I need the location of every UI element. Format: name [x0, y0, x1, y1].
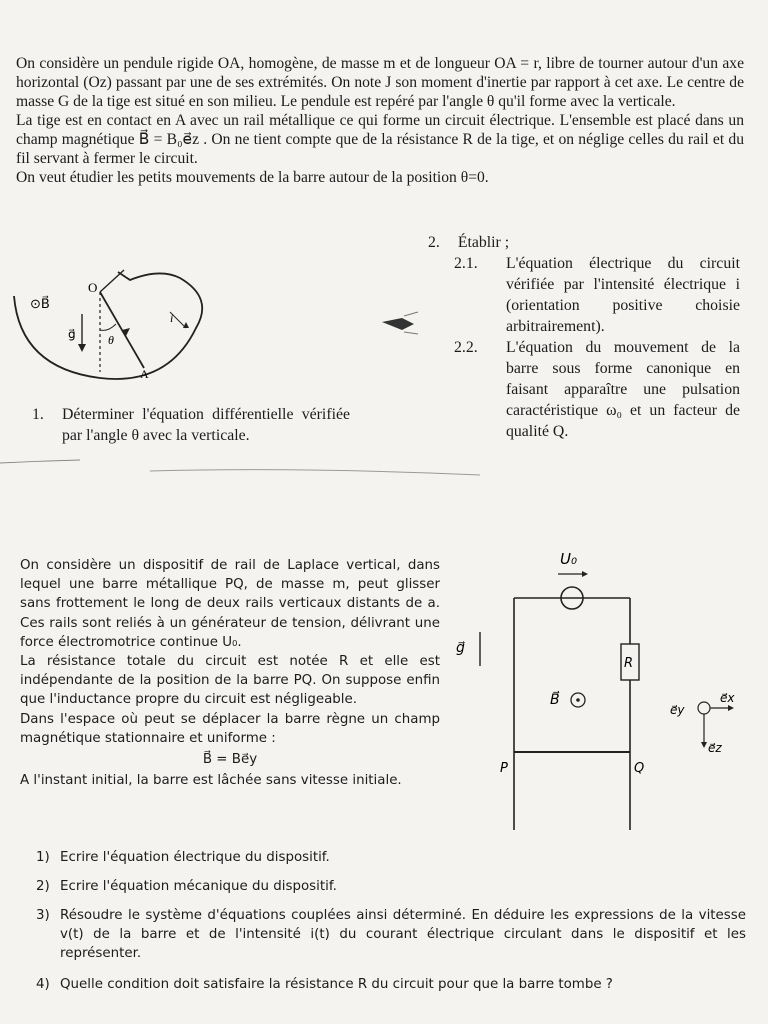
initial-condition: A l'instant initial, la barre est lâchée sans vitesse initiale.	[20, 773, 402, 789]
question-text: Ecrire l'équation électrique du dispositif.	[60, 850, 330, 865]
question-number: 2)	[36, 879, 50, 894]
exercise2-questions	[36, 848, 746, 1004]
resistor-label: R	[624, 656, 634, 671]
question-number: 1)	[36, 850, 50, 865]
origin-label: O	[88, 280, 98, 295]
exercise1-question2	[428, 232, 740, 442]
question-number: 3)	[36, 908, 50, 923]
question-text: Déterminer l'équation différentielle vérifiée par l'angle θ avec la verticale.	[62, 406, 350, 444]
exercise1-statement	[16, 54, 744, 187]
gravity-arrow-icon	[78, 344, 86, 352]
ey-label: e⃗y	[670, 703, 685, 717]
subquestion-label: 2.2.	[454, 339, 478, 356]
subquestion-label: 2.1.	[454, 255, 478, 272]
point-a-label: A	[140, 367, 149, 381]
exercise2-paragraph: La résistance totale du circuit est notée R et elle est indépendante de la position de la barre PQ. On suppose enfin que l'inductance propre du circuit est négligeable.	[20, 654, 440, 708]
question-item	[36, 906, 746, 963]
question-item	[36, 848, 746, 867]
question-number: 2.	[428, 234, 440, 251]
pen-mark-icon	[380, 310, 420, 336]
question-number: 4)	[36, 977, 50, 992]
angle-arc	[100, 324, 116, 330]
question-heading: Établir ;	[457, 234, 510, 251]
pencil-strokes	[0, 455, 768, 485]
ez-arrow-icon	[701, 742, 707, 748]
ex-label: e⃗x	[720, 691, 735, 705]
subquestion-text: L'équation du mouvement de la barre sous forme canonique en faisant apparaître une pulsation caractéristique ω₀ et un facteur de qualité Q.	[506, 339, 740, 440]
angle-label: θ	[108, 333, 114, 347]
connecting-wire	[100, 270, 124, 292]
exercise2-statement	[20, 556, 440, 790]
current-arrow-icon	[183, 322, 189, 328]
exercise1-paragraph: On veut étudier les petits mouvements de la barre autour de la position θ=0.	[16, 169, 489, 186]
question-item	[36, 975, 746, 994]
point-p-label: P	[500, 761, 508, 776]
gravity-label: g⃗	[456, 640, 465, 656]
laplace-rail-figure	[448, 540, 748, 840]
pendulum-figure	[0, 268, 240, 388]
point-q-label: Q	[634, 761, 645, 776]
generator-label: U₀	[560, 550, 577, 568]
subquestion-text: L'équation électrique du circuit vérifiée par l'intensité électrique i (orientation positive choisie arbitrairement).	[506, 255, 740, 335]
exercise2-paragraph: Dans l'espace où peut se déplacer la barre règne un champ magnétique stationnaire et uniforme :	[20, 711, 440, 746]
question-item	[36, 877, 746, 896]
voltage-arrow-icon	[582, 571, 588, 577]
field-label: ⊙B⃗	[30, 296, 50, 311]
field-label: B⃗	[550, 692, 560, 708]
gravity-label: g⃗	[68, 327, 76, 341]
rail-arc	[14, 272, 202, 379]
exercise1-paragraph: On considère un pendule rigide OA, homogène, de masse m et de longueur OA = r, libre de tourner autour d'un axe horizontal (Oz) passant par une de ses extrémités. On note J son moment d'inertie par rapport à cet axe. Le centre de masse G de la tige est situé en son milieu. Le pendule est repéré par l'angle θ qu'il forme avec la verticale.	[16, 55, 744, 110]
current-label: i	[170, 311, 174, 325]
field-equation: B⃗ = Be⃗y	[202, 752, 258, 768]
question-number: 1.	[32, 406, 44, 423]
exercise2-paragraph: On considère un dispositif de rail de Laplace vertical, dans lequel une barre métallique PQ, de masse m, peut glisser sans frottement le long de deux rails verticaux distants de a. Ces rails sont reliés à un générateur de tension, délivrant une force électromotrice continue U₀.	[20, 558, 440, 650]
exercise1-paragraph: La tige est en contact en A avec un rail métallique ce qui forme un circuit électrique. L'ensemble est placé dans un champ magnétique B⃗ = B₀e⃗z . On ne tient compte que de la résistance R de la tige, et on néglige celles du rail et du fil servant à fermer le circuit.	[16, 112, 744, 167]
ex-arrow-icon	[728, 705, 734, 711]
question-text: Résoudre le système d'équations couplées ainsi déterminé. En déduire les expressions de la vitesse v(t) de la barre et de l'intensité i(t) du courant électrique circulant dans le dispositif et les représenter.	[60, 908, 746, 961]
question-text: Ecrire l'équation mécanique du dispositif.	[60, 879, 337, 894]
question-text: Quelle condition doit satisfaire la résistance R du circuit pour que la barre tombe ?	[60, 977, 613, 992]
exercise1-question1	[32, 404, 350, 446]
ez-label: e⃗z	[708, 741, 722, 755]
axis-origin-icon	[698, 702, 710, 714]
